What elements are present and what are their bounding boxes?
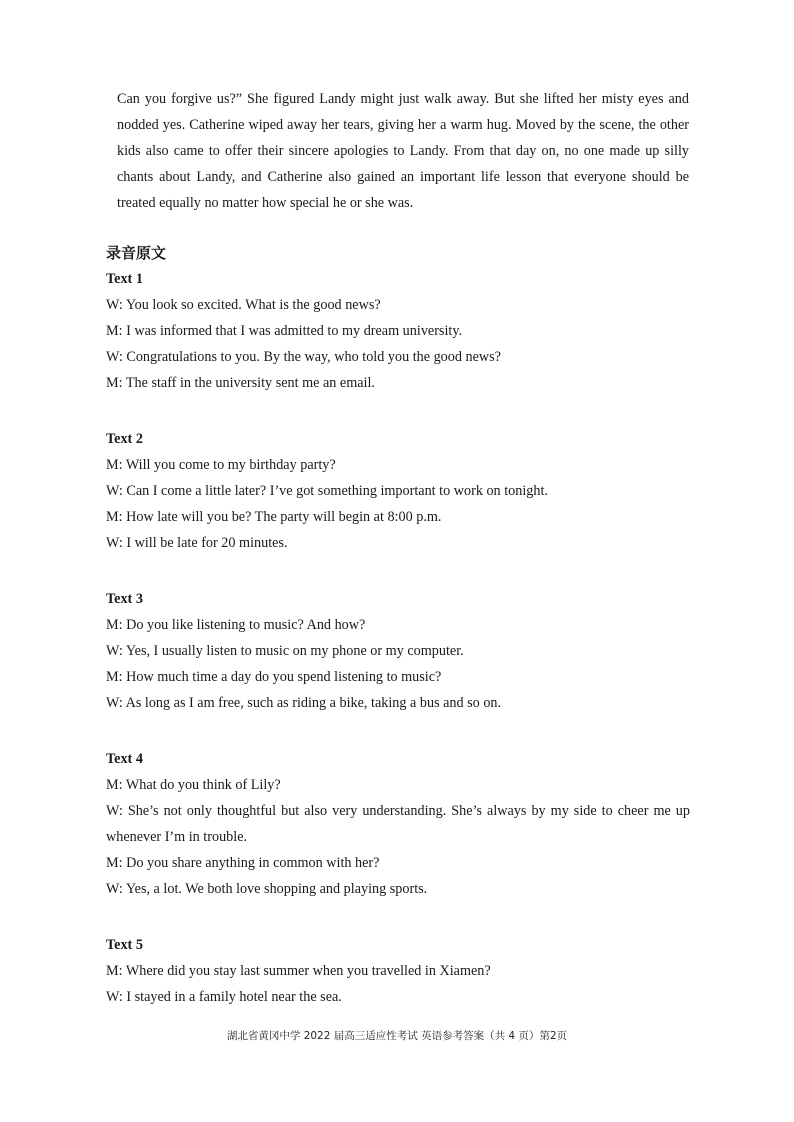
dialogue-line: M: I was informed that I was admitted to my dream university. xyxy=(106,323,463,339)
text-block-3 xyxy=(106,586,690,716)
text-block-2 xyxy=(106,426,690,556)
dialogue-line: M: Do you like listening to music? And how? xyxy=(106,617,366,633)
text-block-5 xyxy=(106,932,690,1010)
dialogue-line: W: Yes, I usually listen to music on my phone or my computer. xyxy=(106,643,464,659)
dialogue-line: M: The staff in the university sent me an email. xyxy=(106,375,375,391)
dialogue-line: M: How much time a day do you spend listening to music? xyxy=(106,669,442,685)
text-block-4 xyxy=(106,746,690,902)
transcript-heading: 录音原文 xyxy=(106,244,167,262)
text-title: Text 2 xyxy=(106,431,143,447)
dialogue-line: M: What do you think of Lily? xyxy=(106,777,281,793)
story-paragraph: Can you forgive us?” She figured Landy might just walk away. But she lifted her misty eyes and nodded yes. Catherine wiped away her tears, giving her a warm hug. Moved by the scene, the other kids also came to offer their sincere apologies to Landy. From that day on, no one made up silly chants about Landy, and Catherine also gained an important life lesson that everyone should be treated equally no matter how special he or she was. xyxy=(117,91,689,211)
dialogue-line: W: As long as I am free, such as riding a bike, taking a bus and so on. xyxy=(106,695,502,711)
story-continuation xyxy=(117,86,689,216)
dialogue-line: W: Yes, a lot. We both love shopping and playing sports. xyxy=(106,881,428,897)
dialogue-line: W: Can I come a little later? I’ve got something important to work on tonight. xyxy=(106,483,548,499)
dialogue-line: M: How late will you be? The party will begin at 8:00 p.m. xyxy=(106,509,442,525)
dialogue-line: M: Will you come to my birthday party? xyxy=(106,457,336,473)
dialogue-line: W: I stayed in a family hotel near the sea. xyxy=(106,989,342,1005)
text-title: Text 1 xyxy=(106,271,143,287)
dialogue-line: W: She’s not only thoughtful but also very understanding. She’s always by my side to cheer me up whenever I’m in trouble. xyxy=(106,803,690,845)
text-title: Text 3 xyxy=(106,591,143,607)
dialogue-line: W: I will be late for 20 minutes. xyxy=(106,535,288,551)
dialogue-line: W: You look so excited. What is the good news? xyxy=(106,297,381,313)
transcript-section xyxy=(106,240,690,1040)
dialogue-line: M: Do you share anything in common with her? xyxy=(106,855,380,871)
page-footer: 湖北省黄冈中学 2022 届高三适应性考试 英语参考答案（共 4 页）第2页 xyxy=(226,1030,568,1042)
dialogue-line: M: Where did you stay last summer when you travelled in Xiamen? xyxy=(106,963,491,979)
text-block-1 xyxy=(106,266,690,396)
text-title: Text 4 xyxy=(106,751,143,767)
dialogue-line: W: Congratulations to you. By the way, who told you the good news? xyxy=(106,349,501,365)
text-title: Text 5 xyxy=(106,937,143,953)
